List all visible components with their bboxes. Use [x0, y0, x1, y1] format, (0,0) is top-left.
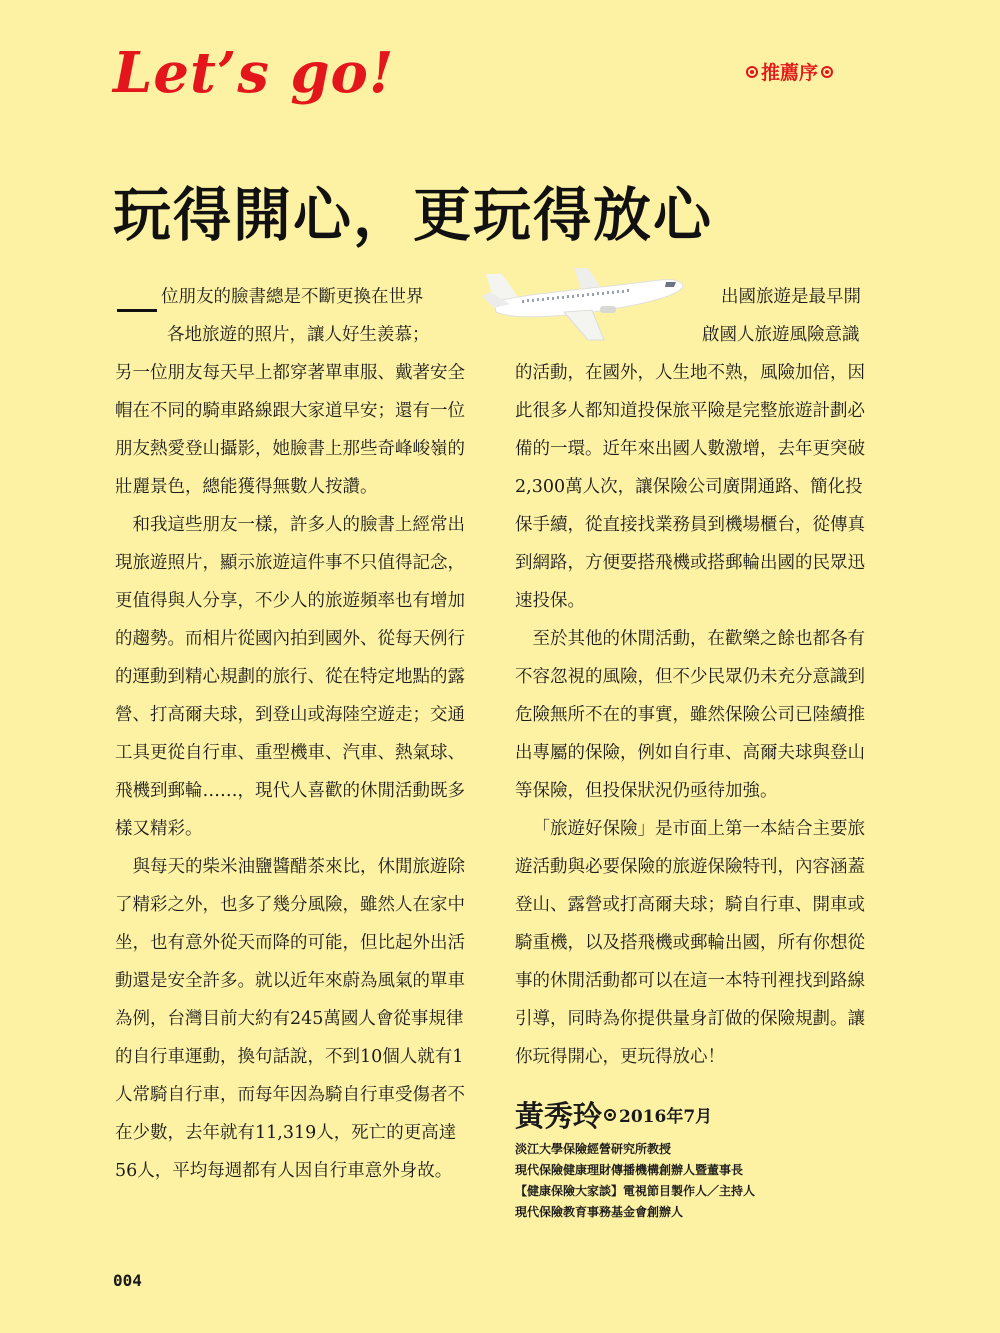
credential-line: 現代保險健康理財傳播機構創辦人暨董事長: [515, 1163, 744, 1177]
section-tag-label: 推薦序: [761, 62, 819, 84]
paragraph: 至於其他的休閒活動，在歡樂之餘也都各有不容忽視的風險，但不少民眾仍未充分意識到危險無所不在的事實，雖然保險公司已陸續推出專屬的保險，例如自行車、高爾夫球與登山等保險，但投保狀況仍亟待加強。: [515, 629, 865, 801]
paragraph: 和我這些朋友一樣，許多人的臉書上經常出現旅遊照片，顯示旅遊這件事不只值得記念，更值得與人分享，不少人的旅遊頻率也有增加的趨勢。而相片從國內拍到國外、從每天例行的運動到精心規劃的旅行、從在特定地點的露營、打高爾夫球，到登山或海陸空遊走；交通工具更從自行車、重型機車、汽車、熱氣球、飛機到郵輪……，現代人喜歡的休閒活動既多樣又精彩。: [115, 515, 465, 839]
text-line: 啟國人旅遊風險意識: [702, 325, 860, 345]
author-signature: [515, 1094, 755, 1223]
article-right-column: [515, 278, 877, 1076]
text-line: 位朋友的臉書總是不斷更換在世界: [161, 287, 424, 307]
author-name-line: [515, 1094, 755, 1135]
paragraph: 的活動，在國外，人生地不熟，風險加倍，因此很多人都知道投保旅平險是完整旅遊計劃必備的一環。近年來出國人數激增，去年更突破2,300萬人次，讓保險公司廣開通路、簡化投保手續，從直接找業務員到機場櫃台，從傳真到網路，方便要搭飛機或搭郵輪出國的民眾迅速投保。: [515, 363, 865, 611]
drop-dash: [115, 278, 161, 316]
credential-line: 淡江大學保險經營研究所教授: [515, 1142, 672, 1156]
article-left-column: [115, 278, 477, 1190]
bullseye-icon: [821, 66, 833, 78]
author-credentials: [515, 1139, 755, 1223]
paragraph-opening: [115, 278, 477, 316]
brand-logo: Let’s go!: [113, 40, 395, 106]
author-name: 黃秀玲: [515, 1099, 603, 1133]
paragraph: 「旅遊好保險」是市面上第一本結合主要旅遊活動與必要保險的旅遊保險特刊，內容涵蓋登山、露營或打高爾夫球；騎自行車、開車或騎重機，以及搭飛機或郵輪出國，所有你想從事的休閒活動都可以在這一本特刊裡找到路線引導，同時為你提供量身訂做的保險規劃。讓你玩得開心，更玩得放心！: [515, 819, 865, 1067]
signature-date: 2016年7月: [619, 1107, 713, 1127]
text-line: 出國旅遊是最早開: [721, 287, 861, 307]
credential-line: 【健康保險大家談】電視節目製作人／主持人: [515, 1184, 756, 1198]
bullseye-icon: [746, 66, 758, 78]
text-line: 各地旅遊的照片，讓人好生羨慕；: [167, 325, 430, 345]
credential-line: 現代保險教育事務基金會創辦人: [515, 1205, 684, 1219]
paragraph: 另一位朋友每天早上都穿著單車服、戴著安全帽在不同的騎車路線跟大家道早安；還有一位朋友熱愛登山攝影，她臉書上那些奇峰峻嶺的壯麗景色，總能獲得無數人按讚。: [115, 363, 465, 497]
section-tag: [746, 58, 833, 85]
page-number: 004: [113, 1271, 142, 1290]
paragraph: 與每天的柴米油鹽醬醋茶來比，休閒旅遊除了精彩之外，也多了幾分風險，雖然人在家中坐，也有意外從天而降的可能，但比起外出活動還是安全許多。就以近年來蔚為風氣的單車為例，台灣目前大約有245萬國人會從事規律的自行車運動，換句話說，不到10個人就有1人常騎自行車，而每年因為騎自行車受傷者不在少數，去年就有11,319人，死亡的更高達56人，平均每週都有人因自行車意外身故。: [115, 857, 465, 1181]
page-title: 玩得開心，更玩得放心: [113, 181, 714, 249]
bullseye-icon: [604, 1109, 616, 1121]
